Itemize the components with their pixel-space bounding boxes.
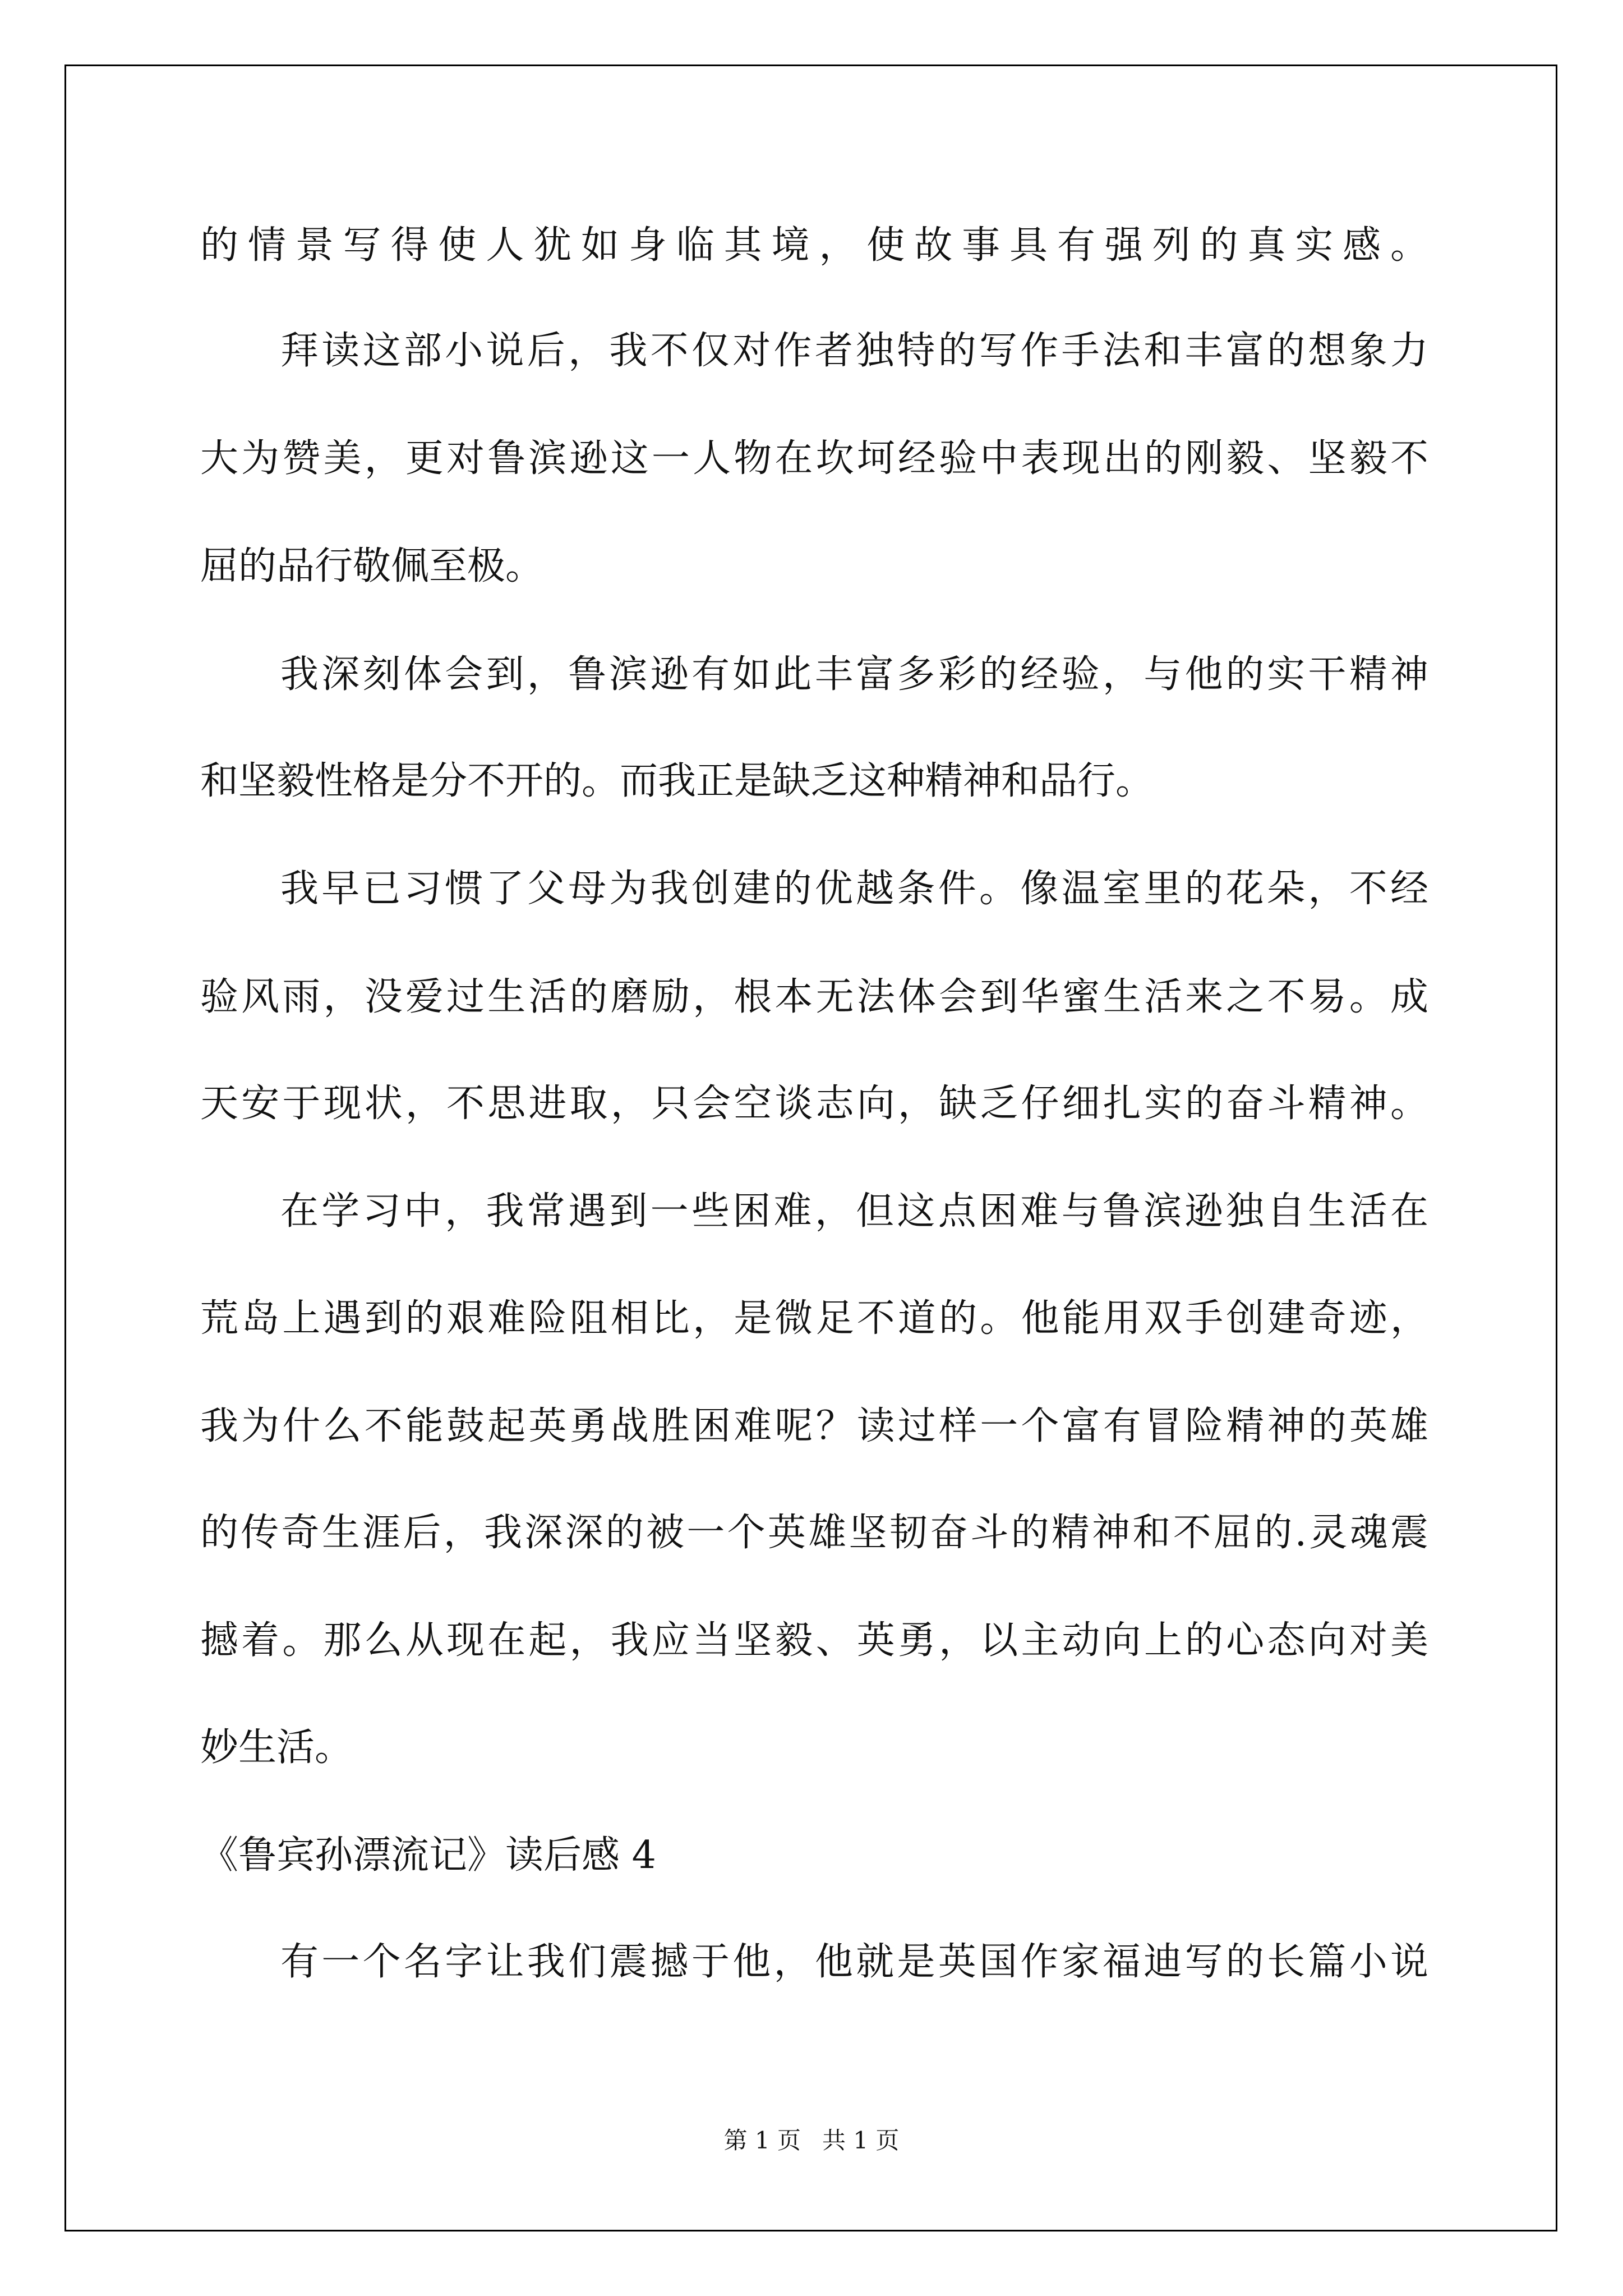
text-line: 天安于现状，不思进取，只会空谈志向，缺乏仔细扎实的奋斗精神。 xyxy=(200,1082,1428,1126)
text-line: 有一个名字让我们震撼于他，他就是英国作家福迪写的长篇小说 xyxy=(280,1940,1428,1984)
text-line: 屈的品行敬佩至极。 xyxy=(200,544,544,588)
text-line: 我深刻体会到，鲁滨逊有如此丰富多彩的经验，与他的实干精神 xyxy=(280,652,1428,697)
text-line: 妙生活。 xyxy=(200,1726,353,1770)
text-line: 和坚毅性格是分不开的。而我正是缺乏这种精神和品行。 xyxy=(200,759,1154,803)
text-line: 的情景写得使人犹如身临其境，使故事具有强列的真实感。 xyxy=(200,223,1428,268)
text-line: 的传奇生涯后，我深深的被一个英雄坚韧奋斗的精神和不屈的.灵魂震 xyxy=(200,1511,1428,1555)
text-line: 拜读这部小说后，我不仅对作者独特的写作手法和丰富的想象力 xyxy=(280,329,1428,373)
page-footer xyxy=(0,2125,1623,2156)
text-line: 验风雨，没爱过生活的磨励，根本无法体会到华蜜生活来之不易。成 xyxy=(200,975,1428,1019)
page-number: 第 1 页 xyxy=(723,2127,801,2154)
text-line: 我早已习惯了父母为我创建的优越条件。像温室里的花朵，不经 xyxy=(280,867,1428,911)
text-line: 我为什么不能鼓起英勇战胜困难呢？读过样一个富有冒险精神的英雄 xyxy=(200,1404,1428,1448)
text-line: 大为赞美，更对鲁滨逊这一人物在坎坷经验中表现出的刚毅、坚毅不 xyxy=(200,436,1428,481)
text-line: 撼着。那么从现在起，我应当坚毅、英勇，以主动向上的心态向对美 xyxy=(200,1618,1428,1663)
total-pages: 共 1 页 xyxy=(822,2127,900,2154)
section-heading: 《鲁宾孙漂流记》读后感 4 xyxy=(200,1833,656,1878)
page-border xyxy=(64,65,1557,2231)
text-line: 在学习中，我常遇到一些困难，但这点困难与鲁滨逊独自生活在 xyxy=(280,1189,1428,1234)
text-line: 荒岛上遇到的艰难险阻相比，是微足不道的。他能用双手创建奇迹， xyxy=(200,1296,1428,1341)
